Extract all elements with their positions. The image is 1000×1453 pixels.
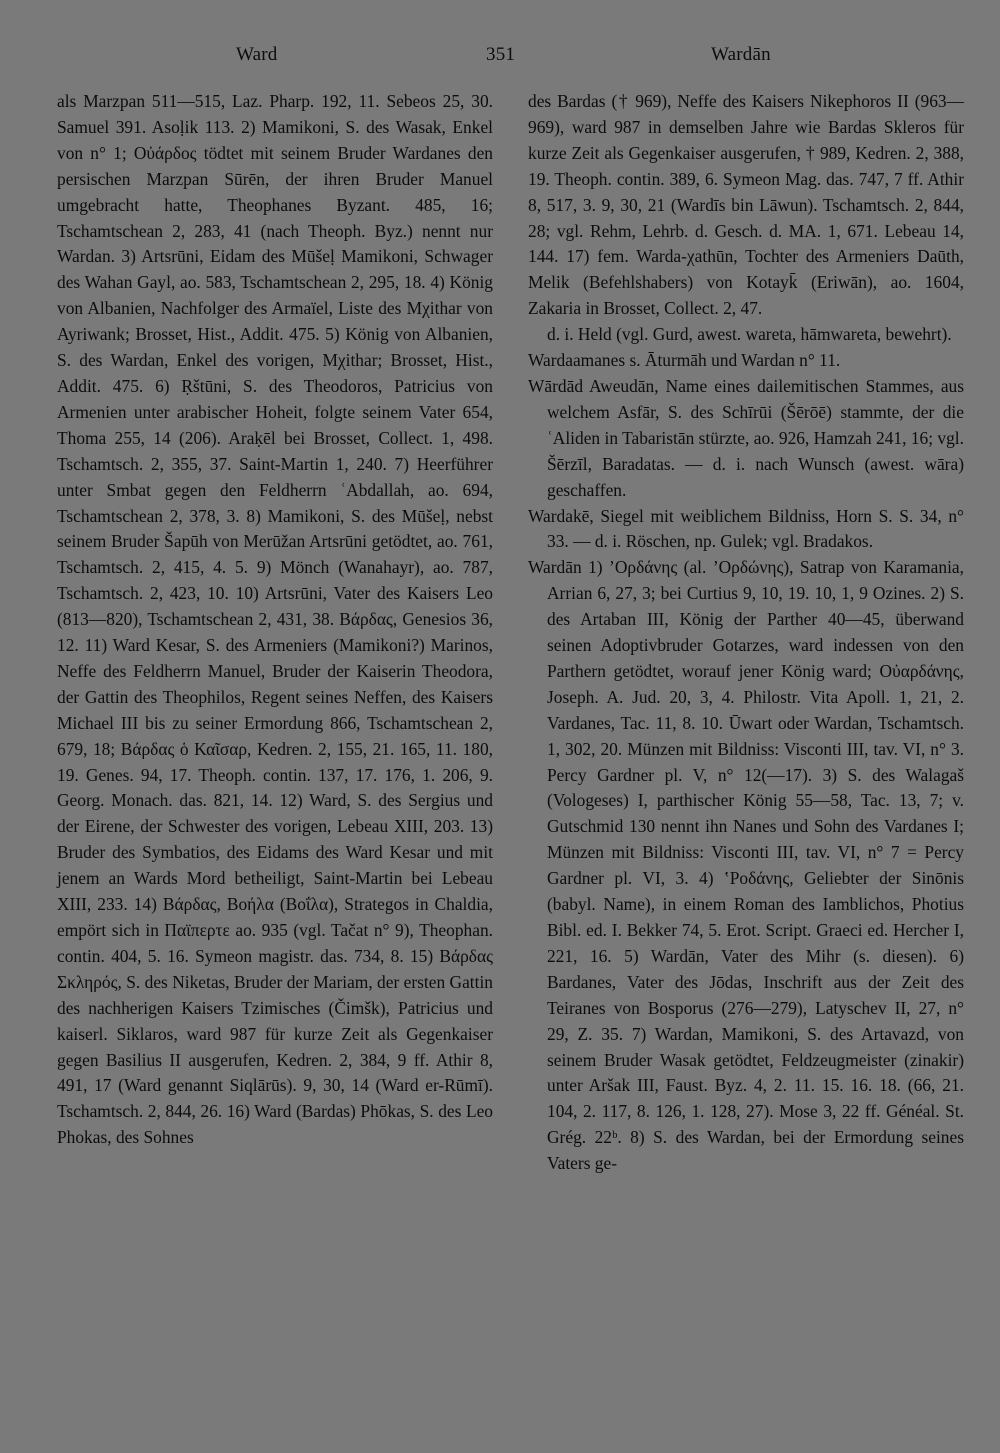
page-number: 351 bbox=[486, 44, 516, 65]
running-head-right: Wardān bbox=[711, 44, 771, 65]
entry-wardan: Wardān 1) ʼΟρδάνης (al. ʼΟρδώνης), Satrap von Karamania, Arrian 6, 27, 3; bei Curtius 9, 10, 19. 10, 1, 9 Ozines. 2) S. des Artaban III, König der Parther 40—45, überwand seinen Adoptivbruder Gotarzes, ward indessen von den Parthern getödtet, worauf jener König ward; Οὐαρδάνης, Joseph. A. Jud. 20, 3, 4. Philostr. Vita Apoll. 1, 21, 2. Vardanes, Tac. 11, 8. 10. Ūwart oder Wardan, Tschamtsch. 1, 302, 20. Münzen mit Bildniss: Visconti III, tav. VI, n° 3. Percy Gardner pl. V, n° 12(—17). 3) S. des Walagaš (Vologeses) I, parthischer König 55—58, Tac. 13, 7; v. Gutschmid 130 nennt ihn Nanes und Sohn des Vardanes I; Münzen mit Bildniss: Visconti III, tav. VI, n° 7 = Percy Gardner pl. VI, 3. 4) ʽΡοδάνης, Geliebter der Sinōnis (babyl. Name), in einem Roman des Iamblichos, Photius Bibl. ed. I. Bekker 74, 5. Erot. Script. Graeci ed. Hercher I, 221, 16. 5) Wardān, Vater des Mihr (s. diesen). 6) Bardanes, Vater des Jōdas, Inschrift aus der Zeit des Teiranes von Bosporus (276—279), Latyschev II, 27, n° 29, Z. 35. 7) Wardan, Mamikoni, S. des Artavazd, von seinem Bruder Wasak getödtet, Feldzeugmeister (zinakir) unter Aršak III, Faust. Byz. 4, 2. 11. 15. 16. 18. (66, 21. 104, 2. 117, 8. 126, 1. 128, 27). Mose 3, 22 ff. Généal. St. Grég. 22ᵇ. 8) S. des Wardan, bei der Ermordung seines Vaters ge- bbox=[528, 557, 964, 1174]
entry-wardake: Wardakē, Siegel mit weiblichem Bildniss, Horn S. S. 34, n° 33. — d. i. Röschen, np. Gulek; vgl. Bradakos. bbox=[528, 505, 964, 552]
entry-continuation: des Bardas († 969), Neffe des Kaisers Nikephoros II (963—969), ward 987 in demselben Jahre wie Bardas Skleros für kurze Zeit als Gegenkaiser ausgerufen, † 989, Kedren. 2, 388, 19. Theoph. contin. 389, 6. Symeon Mag. das. 747, 7 ff. Athir 8, 517, 3. 9, 30, 21 (Wardīs bin Lāwun). Tschamtsch. 2, 844, 28; vgl. Rehm, Lehrb. d. Gesch. d. MA. 1, 671. Lebeau 14, 144. 17) fem. Warda-χathūn, Tochter des Armeniers Daūth, Melik (Befehlshabers) von Kotayk̄ (Eriwān), ao. 1604, Zakaria in Brosset, Collect. 2, 47. bbox=[528, 91, 964, 319]
left-column bbox=[57, 89, 493, 1151]
etymology-note: d. i. Held (vgl. Gurd, awest. wareta, hāmwareta, bewehrt). bbox=[547, 324, 952, 345]
entry-wardaamanes: Wardaamanes s. Āturmāh und Wardan n° 11. bbox=[528, 350, 841, 371]
left-column-text: als Marzpan 511—515, Laz. Pharp. 192, 11. Sebeos 25, 30. Samuel 391. Asoḷik 113. 2) Mamikoni, S. des Wasak, Enkel von n° 1; Οὐάρδος tödtet mit seinem Bruder Wardanes den persischen Marzpan Sūrēn, der ihren Bruder Manuel umgebracht hatte, Theophanes Byzant. 485, 16; Tschamtschean 2, 283, 41 (nach Theoph. Byz.) nennt nur Wardan. 3) Artsrūni, Eidam des Mūšeḷ Mamikoni, Schwager des Wahan Gayl, ao. 583, Tschamtschean 2, 295, 18. 4) König von Albanien, Nachfolger des Armaïel, Liste des Mχithar von Ayriwank; Brosset, Hist., Addit. 475. 5) König von Albanien, S. des Wardan, Enkel des vorigen, Mχithar; Brosset, Hist., Addit. 475. 6) Ṛštūni, S. des Theodoros, Patricius von Armenien unter arabischer Hoheit, folgte seinem Vater 654, Thoma 255, 14 (206). Araḳēl bei Brosset, Collect. 1, 498. Tschamtsch. 2, 355, 37. Saint-Martin 1, 240. 7) Heerführer unter Smbat gegen den Feldherrn ʿAbdallah, ao. 694, Tschamtschean 2, 378, 3. 8) Mamikoni, S. des Mūšeḷ, nebst seinem Bruder Šapūh von Merūžan Artsrūni getödtet, ao. 761, Tschamtsch. 2, 415, 4. 5. 9) Mönch (Wanahayr), ao. 787, Tschamtsch. 2, 423, 10. 10) Artsrūni, Vater des Kaisers Leo (813—820), Tschamtschean 2, 431, 38. Βάρδας, Genesios 36, 12. 11) Ward Kesar, S. des Armeniers (Mamikoni?) Marinos, Neffe des Feldherrn Manuel, Bruder der Kaiserin Theodora, der Gattin des Theophilos, Regent seines Neffen, des Kaisers Michael III bis zu seiner Ermordung 866, Tschamtschean 2, 679, 18; Βάρδας ὁ Καῖσαρ, Kedren. 2, 155, 21. 165, 11. 180, 19. Genes. 94, 17. Theoph. contin. 137, 17. 176, 1. 206, 9. Georg. Monach. das. 821, 14. 12) Ward, S. des Sergius und der Eirene, der Schwester des vorigen, Lebeau XIII, 203. 13) Bruder des Symbatios, des Eidams des Ward Kesar und mit jenem an Wards Mord betheiligt, Saint-Martin bei Lebeau XIII, 233. 14) Βάρδας, Βοήλα (Βοΐλα), Strategos in Chaldia, empört sich in Παϊπερτε ao. 935 (vgl. Tačat n° 9), Theophan. contin. 404, 5. 16. Symeon magistr. das. 734, 8. 15) Βάρδας Σκληρός, S. des Niketas, Bruder der Mariam, der ersten Gattin des nachherigen Kaisers Tzimisches (Čimšk), Patricius und kaiserl. Siklaros, ward 987 für kurze Zeit als Gegenkaiser gegen Basilius II ausgerufen, Kedren. 2, 384, 9 ff. Athir 8, 491, 17 (Ward genannt Siqlārūs). 9, 30, 14 (Ward er-Rūmī). Tschamtsch. 2, 844, 26. 16) Ward (Bardas) Phōkas, S. des Leo Phokas, des Sohnes bbox=[57, 91, 493, 1148]
running-head-left: Ward bbox=[236, 44, 278, 65]
right-column bbox=[528, 89, 964, 1177]
entry-wardad-aweudan: Wārdād Aweudān, Name eines dailemitischen Stammes, aus welchem Asfār, S. des Schīrūi (Šērōē) stammte, der die ʿAliden in Tabaristān stürzte, ao. 926, Hamzah 241, 16; vgl. Šērzīl, Baradatas. — d. i. nach Wunsch (awest. wāra) geschaffen. bbox=[528, 375, 964, 500]
